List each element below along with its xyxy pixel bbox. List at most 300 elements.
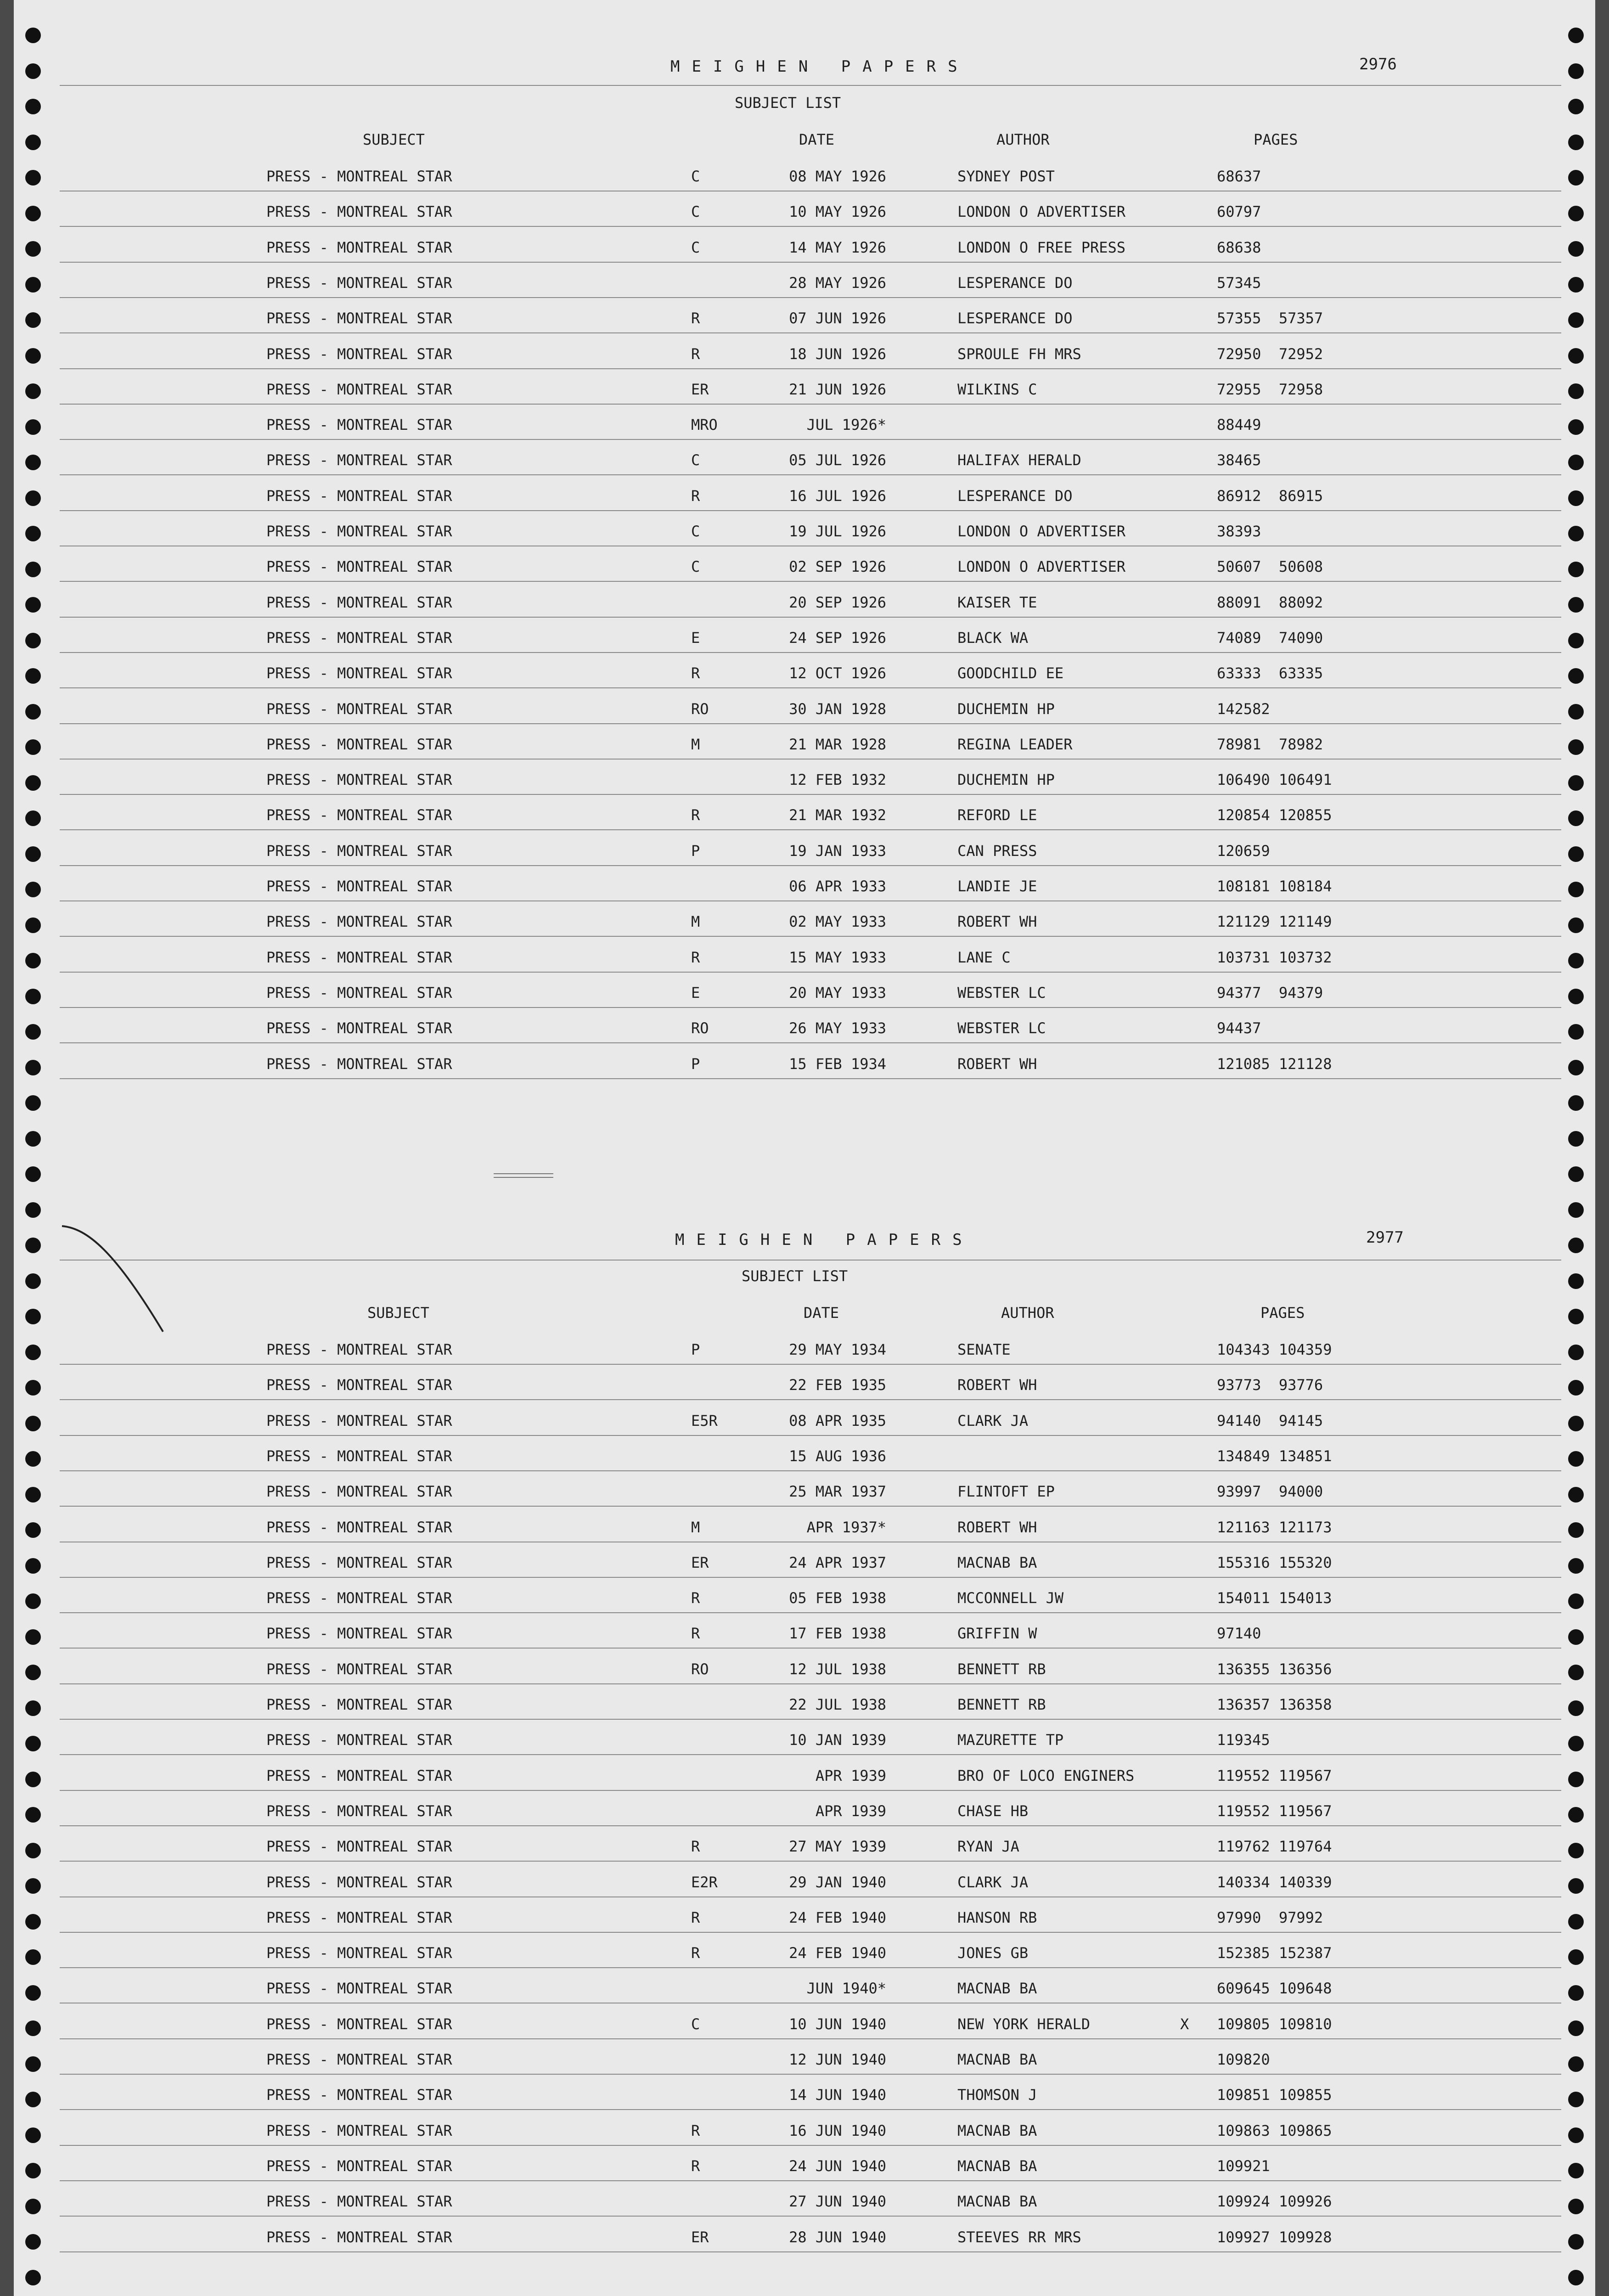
table-row [14,762,1595,797]
pages-cell: 103731 103732 [1217,948,1332,966]
author-cell: CHASE HB [957,1802,1029,1820]
pages-cell: 119552 119567 [1217,1802,1332,1820]
subject-cell: PRESS - MONTREAL STAR [266,842,452,860]
code-cell: R [691,806,700,824]
subject-cell: PRESS - MONTREAL STAR [266,1731,452,1749]
row-rule [60,1790,1561,1791]
author-cell: HANSON RB [957,1908,1037,1926]
table-row [14,2113,1595,2148]
table-row [14,265,1595,300]
date-cell: APR 1937* [806,1518,886,1536]
date-cell: 16 JUL 1926 [789,487,886,505]
mark-cell: X [1180,2015,1189,2033]
date-cell: 24 APR 1937 [789,1553,886,1571]
date-cell: 14 JUN 1940 [789,2086,886,2104]
table-row [14,1010,1595,1046]
author-cell: HALIFAX HERALD [957,451,1081,469]
code-cell: M [691,1518,700,1536]
date-cell: 06 APR 1933 [789,878,886,895]
subject-cell: PRESS - MONTREAL STAR [266,806,452,824]
table-row [14,2219,1595,2255]
author-cell: MACNAB BA [957,2122,1037,2139]
code-cell: E [691,629,700,647]
date-cell: APR 1939 [815,1802,886,1820]
row-rule [60,262,1561,263]
subject-cell: PRESS - MONTREAL STAR [266,1980,452,1998]
table-row [14,230,1595,265]
row-rule [60,226,1561,227]
code-cell: M [691,913,700,931]
pages-cell: 88449 [1217,416,1261,434]
row-rule [60,936,1561,937]
date-cell: 21 MAR 1932 [789,806,886,824]
table-row [14,300,1595,336]
row-rule [60,1078,1561,1079]
date-cell: 10 JAN 1939 [789,1731,886,1749]
table-row [14,1615,1595,1651]
table-row [14,1403,1595,1438]
code-cell: E [691,984,700,1002]
subject-cell: PRESS - MONTREAL STAR [266,593,452,611]
printout-page-2977 [14,1173,1595,2296]
code-cell: R [691,1908,700,1926]
date-cell: 19 JAN 1933 [789,842,886,860]
author-cell: LONDON O FREE PRESS [957,238,1126,256]
subject-cell: PRESS - MONTREAL STAR [266,1019,452,1037]
row-rule [60,404,1561,405]
column-header-subject: SUBJECT [367,1304,429,1322]
subject-cell: PRESS - MONTREAL STAR [266,1873,452,1891]
pages-cell: 140334 140339 [1217,1873,1332,1891]
row-rule [60,1648,1561,1649]
subject-cell: PRESS - MONTREAL STAR [266,1055,452,1073]
subject-cell: PRESS - MONTREAL STAR [266,1838,452,1856]
pages-cell: 94377 94379 [1217,984,1323,1002]
date-cell: 20 MAY 1933 [789,984,886,1002]
table-row [14,691,1595,726]
author-cell: LESPERANCE DO [957,274,1073,292]
row-rule [60,829,1561,830]
date-cell: 07 JUN 1926 [789,310,886,327]
subject-cell: PRESS - MONTREAL STAR [266,2228,452,2246]
row-rule [60,723,1561,724]
pages-cell: 609645 109648 [1217,1980,1332,1998]
author-cell: THOMSON J [957,2086,1037,2104]
row-rule [60,617,1561,618]
pages-cell: 104343 104359 [1217,1341,1332,1358]
date-cell: 29 MAY 1934 [789,1341,886,1358]
table-row [14,1864,1595,1900]
table-row [14,975,1595,1010]
code-cell: P [691,1055,700,1073]
author-cell: MACNAB BA [957,1553,1037,1571]
pages-cell: 119552 119567 [1217,1767,1332,1784]
pages-cell: 121085 121128 [1217,1055,1332,1073]
row-rule [60,368,1561,369]
pages-cell: 50607 50608 [1217,558,1323,576]
pages-cell: 120854 120855 [1217,806,1332,824]
subject-cell: PRESS - MONTREAL STAR [266,1802,452,1820]
pages-cell: 119345 [1217,1731,1270,1749]
row-rule [60,1683,1561,1684]
author-cell: BRO OF LOCO ENGINERS [957,1767,1135,1784]
row-rule [60,1719,1561,1720]
author-cell: ROBERT WH [957,1055,1037,1073]
table-row [14,2077,1595,2112]
date-cell: JUN 1940* [806,1980,886,1998]
pages-cell: 134849 134851 [1217,1447,1332,1465]
author-cell: STEEVES RR MRS [957,2228,1081,2246]
pages-cell: 93773 93776 [1217,1376,1323,1394]
column-header-pages: PAGES [1254,131,1298,148]
code-cell: ER [691,2228,709,2246]
subject-cell: PRESS - MONTREAL STAR [266,451,452,469]
code-cell: R [691,1944,700,1962]
date-cell: 27 MAY 1939 [789,1838,886,1856]
date-cell: 12 JUL 1938 [789,1660,886,1678]
author-cell: LONDON O ADVERTISER [957,523,1126,540]
table-row [14,194,1595,229]
pages-cell: 121163 121173 [1217,1518,1332,1536]
date-cell: 18 JUN 1926 [789,345,886,363]
subject-cell: PRESS - MONTREAL STAR [266,1341,452,1358]
subject-cell: PRESS - MONTREAL STAR [266,1767,452,1784]
table-row [14,585,1595,620]
table-row [14,1935,1595,1970]
author-cell: KAISER TE [957,593,1037,611]
subject-cell: PRESS - MONTREAL STAR [266,1376,452,1394]
row-rule [60,332,1561,333]
author-cell: BENNETT RB [957,1660,1046,1678]
table-row [14,1545,1595,1580]
pages-cell: 106490 106491 [1217,771,1332,789]
table-row [14,371,1595,407]
date-cell: 30 JAN 1928 [789,700,886,718]
pages-cell: 109924 109926 [1217,2193,1332,2211]
subject-cell: PRESS - MONTREAL STAR [266,948,452,966]
row-rule [60,1577,1561,1578]
author-cell: ROBERT WH [957,1518,1037,1536]
pages-cell: 109851 109855 [1217,2086,1332,2104]
subject-cell: PRESS - MONTREAL STAR [266,1660,452,1678]
code-cell: C [691,203,700,221]
table-row [14,1758,1595,1793]
author-cell: JONES GB [957,1944,1029,1962]
author-cell: REFORD LE [957,806,1037,824]
pages-cell: 136355 136356 [1217,1660,1332,1678]
subject-cell: PRESS - MONTREAL STAR [266,629,452,647]
row-rule [60,2038,1561,2039]
pen-stroke-mark [60,1224,170,1334]
subject-cell: PRESS - MONTREAL STAR [266,168,452,185]
row-rule [60,581,1561,582]
page-number: 2977 [1366,1228,1404,1247]
author-cell: SENATE [957,1341,1011,1358]
subject-cell: PRESS - MONTREAL STAR [266,735,452,753]
code-cell: RO [691,1019,709,1037]
pages-cell: 38393 [1217,523,1261,540]
author-cell: LONDON O ADVERTISER [957,203,1126,221]
row-rule [60,297,1561,298]
pages-cell: 136357 136358 [1217,1696,1332,1713]
pages-cell: 72950 72952 [1217,345,1323,363]
date-cell: 15 AUG 1936 [789,1447,886,1465]
date-cell: 22 JUL 1938 [789,1696,886,1713]
date-cell: 24 JUN 1940 [789,2157,886,2175]
date-cell: 27 JUN 1940 [789,2193,886,2211]
list-title: SUBJECT LIST [742,1267,848,1285]
author-cell: DUCHEMIN HP [957,700,1055,718]
date-cell: 15 MAY 1933 [789,948,886,966]
subject-cell: PRESS - MONTREAL STAR [266,1625,452,1643]
subject-cell: PRESS - MONTREAL STAR [266,1589,452,1607]
code-cell: P [691,842,700,860]
table-row [14,1367,1595,1402]
code-cell: R [691,310,700,327]
column-header-date: DATE [804,1304,839,1322]
row-rule [60,1932,1561,1933]
subject-cell: PRESS - MONTREAL STAR [266,1908,452,1926]
row-rule [60,1506,1561,1507]
row-rule [60,1007,1561,1008]
subject-cell: PRESS - MONTREAL STAR [266,1944,452,1962]
pages-cell: 60797 [1217,203,1261,221]
subject-cell: PRESS - MONTREAL STAR [266,310,452,327]
row-rule [60,1399,1561,1400]
table-row [14,655,1595,691]
row-rule [60,794,1561,795]
printout-page-2976 [14,0,1595,1171]
table-row [14,1687,1595,1722]
table-row [14,513,1595,549]
code-cell: MRO [691,416,718,434]
table-row [14,158,1595,194]
subject-cell: PRESS - MONTREAL STAR [266,878,452,895]
row-rule [60,1754,1561,1755]
subject-cell: PRESS - MONTREAL STAR [266,1483,452,1501]
date-cell: 05 JUL 1926 [789,451,886,469]
pages-cell: 155316 155320 [1217,1553,1332,1571]
subject-cell: PRESS - MONTREAL STAR [266,523,452,540]
table-row [14,549,1595,584]
table-row [14,1722,1595,1757]
table-row [14,2148,1595,2183]
table-row [14,1970,1595,2006]
author-cell: WILKINS C [957,380,1037,398]
date-cell: 28 MAY 1926 [789,274,886,292]
pages-cell: 72955 72958 [1217,380,1323,398]
author-cell: MACNAB BA [957,2157,1037,2175]
row-rule [60,1364,1561,1365]
pages-cell: 109927 109928 [1217,2228,1332,2246]
row-rule [60,1861,1561,1862]
subject-cell: PRESS - MONTREAL STAR [266,416,452,434]
code-cell: R [691,2157,700,2175]
code-cell: C [691,168,700,185]
row-rule [60,2251,1561,2252]
author-cell: MACNAB BA [957,2051,1037,2068]
code-cell: ER [691,380,709,398]
date-cell: 14 MAY 1926 [789,238,886,256]
row-rule [60,439,1561,440]
date-cell: 15 FEB 1934 [789,1055,886,1073]
code-cell: R [691,487,700,505]
table-row [14,1580,1595,1615]
author-cell: REGINA LEADER [957,735,1073,753]
row-rule [60,2074,1561,2075]
pages-cell: 74089 74090 [1217,629,1323,647]
subject-cell: PRESS - MONTREAL STAR [266,203,452,221]
page-number: 2976 [1359,55,1397,73]
code-cell: R [691,345,700,363]
author-cell: LESPERANCE DO [957,487,1073,505]
pages-cell: 108181 108184 [1217,878,1332,895]
subject-cell: PRESS - MONTREAL STAR [266,2122,452,2139]
author-cell: SYDNEY POST [957,168,1055,185]
subject-cell: PRESS - MONTREAL STAR [266,345,452,363]
date-cell: JUL 1926* [806,416,886,434]
subject-cell: PRESS - MONTREAL STAR [266,2051,452,2068]
date-cell: 20 SEP 1926 [789,593,886,611]
pages-cell: 38465 [1217,451,1261,469]
table-row [14,478,1595,513]
table-row [14,620,1595,655]
author-cell: NEW YORK HERALD [957,2015,1090,2033]
author-cell: DUCHEMIN HP [957,771,1055,789]
code-cell: R [691,948,700,966]
date-cell: 24 SEP 1926 [789,629,886,647]
subject-cell: PRESS - MONTREAL STAR [266,1696,452,1713]
code-cell: E5R [691,1412,718,1429]
date-cell: 12 FEB 1932 [789,771,886,789]
table-row [14,442,1595,478]
code-cell: C [691,523,700,540]
pages-cell: 152385 152387 [1217,1944,1332,1962]
subject-cell: PRESS - MONTREAL STAR [266,487,452,505]
code-cell: C [691,238,700,256]
pages-cell: 109863 109865 [1217,2122,1332,2139]
row-rule [60,1612,1561,1613]
pages-cell: 88091 88092 [1217,593,1323,611]
author-cell: FLINTOFT EP [957,1483,1055,1501]
row-rule [60,1042,1561,1043]
subject-cell: PRESS - MONTREAL STAR [266,913,452,931]
subject-cell: PRESS - MONTREAL STAR [266,984,452,1002]
table-row [14,2006,1595,2042]
row-rule [60,1896,1561,1897]
date-cell: APR 1939 [815,1767,886,1784]
pages-cell: 120659 [1217,842,1270,860]
column-header-subject: SUBJECT [363,131,425,148]
subject-cell: PRESS - MONTREAL STAR [266,2193,452,2211]
row-rule [60,1825,1561,1826]
author-cell: ROBERT WH [957,913,1037,931]
table-row [14,336,1595,371]
row-rule [60,1967,1561,1968]
author-cell: MACNAB BA [957,1980,1037,1998]
subject-cell: PRESS - MONTREAL STAR [266,2015,452,2033]
date-cell: 21 MAR 1928 [789,735,886,753]
date-cell: 25 MAR 1937 [789,1483,886,1501]
date-cell: 29 JAN 1940 [789,1873,886,1891]
row-rule [60,474,1561,475]
pages-cell: 68638 [1217,238,1261,256]
date-cell: 21 JUN 1926 [789,380,886,398]
author-cell: WEBSTER LC [957,1019,1046,1037]
row-rule [60,972,1561,973]
list-title: SUBJECT LIST [735,94,841,112]
pages-cell: 63333 63335 [1217,664,1323,682]
subject-cell: PRESS - MONTREAL STAR [266,664,452,682]
subject-cell: PRESS - MONTREAL STAR [266,274,452,292]
table-row [14,726,1595,762]
pages-cell: 94140 94145 [1217,1412,1323,1429]
author-cell: LANE C [957,948,1011,966]
date-cell: 10 MAY 1926 [789,203,886,221]
column-header-pages: PAGES [1260,1304,1305,1322]
table-row [14,940,1595,975]
table-row [14,2183,1595,2219]
pages-cell: 109820 [1217,2051,1270,2068]
column-header-date: DATE [799,131,835,148]
date-cell: 24 FEB 1940 [789,1944,886,1962]
date-cell: 05 FEB 1938 [789,1589,886,1607]
row-rule [60,759,1561,760]
table-row [14,1332,1595,1367]
author-cell: BENNETT RB [957,1696,1046,1713]
date-cell: 08 APR 1935 [789,1412,886,1429]
row-rule [60,2145,1561,2146]
row-rule [60,687,1561,688]
pages-cell: 86912 86915 [1217,487,1323,505]
row-rule [60,1470,1561,1471]
author-cell: CLARK JA [957,1412,1029,1429]
table-row [14,1509,1595,1545]
page-title: MEIGHEN PAPERS [670,57,969,76]
table-row [14,833,1595,868]
date-cell: 22 FEB 1935 [789,1376,886,1394]
table-row [14,868,1595,904]
author-cell: MAZURETTE TP [957,1731,1064,1749]
date-cell: 17 FEB 1938 [789,1625,886,1643]
pages-cell: 109805 109810 [1217,2015,1332,2033]
date-cell: 26 MAY 1933 [789,1019,886,1037]
pages-cell: 142582 [1217,700,1270,718]
subject-cell: PRESS - MONTREAL STAR [266,1553,452,1571]
row-rule [60,510,1561,511]
column-header-author: AUTHOR [1001,1304,1054,1322]
code-cell: R [691,664,700,682]
pages-cell: 97140 [1217,1625,1261,1643]
table-row [14,1438,1595,1474]
author-cell: LESPERANCE DO [957,310,1073,327]
author-cell: GRIFFIN W [957,1625,1037,1643]
header-rule [60,1260,1561,1261]
date-cell: 12 JUN 1940 [789,2051,886,2068]
table-row [14,1829,1595,1864]
author-cell: LONDON O ADVERTISER [957,558,1126,576]
code-cell: C [691,2015,700,2033]
table-row [14,1900,1595,1935]
subject-cell: PRESS - MONTREAL STAR [266,700,452,718]
code-cell: R [691,2122,700,2139]
code-cell: C [691,451,700,469]
date-cell: 28 JUN 1940 [789,2228,886,2246]
pages-cell: 109921 [1217,2157,1270,2175]
column-header-author: AUTHOR [996,131,1050,148]
author-cell: RYAN JA [957,1838,1019,1856]
author-cell: WEBSTER LC [957,984,1046,1002]
